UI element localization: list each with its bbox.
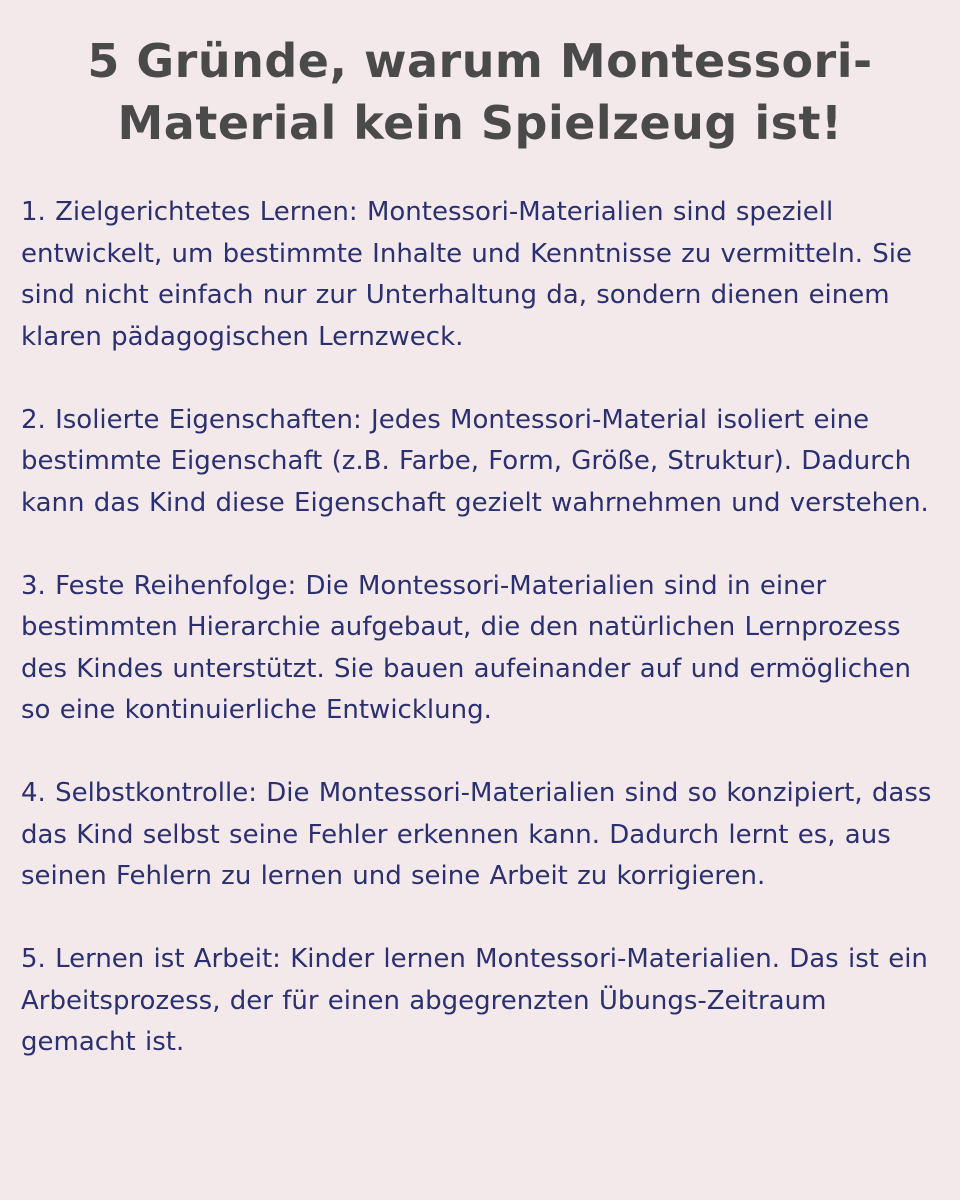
reason-2: 2. Isolierte Eigenschaften: Jedes Montessori-Material isoliert eine bestimmte Eigenschaft (z.B. Farbe, Form, Größe, Struktur). Dadurch kann das Kind diese Eigenschaft gezielt wahrnehmen und verstehen. <box>21 404 929 518</box>
reasons-list <box>21 192 946 1105</box>
title-line-2: Material kein Spielzeug ist! <box>117 96 843 150</box>
reason-5: 5. Lernen ist Arbeit: Kinder lernen Montessori-Materialien. Das ist ein Arbeitsprozess, der für einen abgegrenzten Übungs-Zeitraum gemacht ist. <box>21 944 928 1057</box>
page-title <box>0 30 960 154</box>
reason-1: 1. Zielgerichtetes Lernen: Montessori-Materialien sind speziell entwickelt, um bestimmte Inhalte und Kenntnisse zu vermitteln. Sie sind nicht einfach nur zur Unterhaltung da, sondern dienen einem klaren pädagogischen Lernzweck. <box>21 197 912 352</box>
reason-3: 3. Feste Reihenfolge: Die Montessori-Materialien sind in einer bestimmten Hierarchie aufgebaut, die den natürlichen Lernprozess des Kindes unterstützt. Sie bauen aufeinander auf und ermöglichen so eine kontinuierliche Entwicklung. <box>21 570 911 725</box>
reason-4: 4. Selbstkontrolle: Die Montessori-Materialien sind so konzipiert, dass das Kind selbst seine Fehler erkennen kann. Dadurch lernt es, aus seinen Fehlern zu lernen und seine Arbeit zu korrigieren. <box>21 778 932 891</box>
title-line-1: 5 Gründe, warum Montessori- <box>87 34 873 88</box>
